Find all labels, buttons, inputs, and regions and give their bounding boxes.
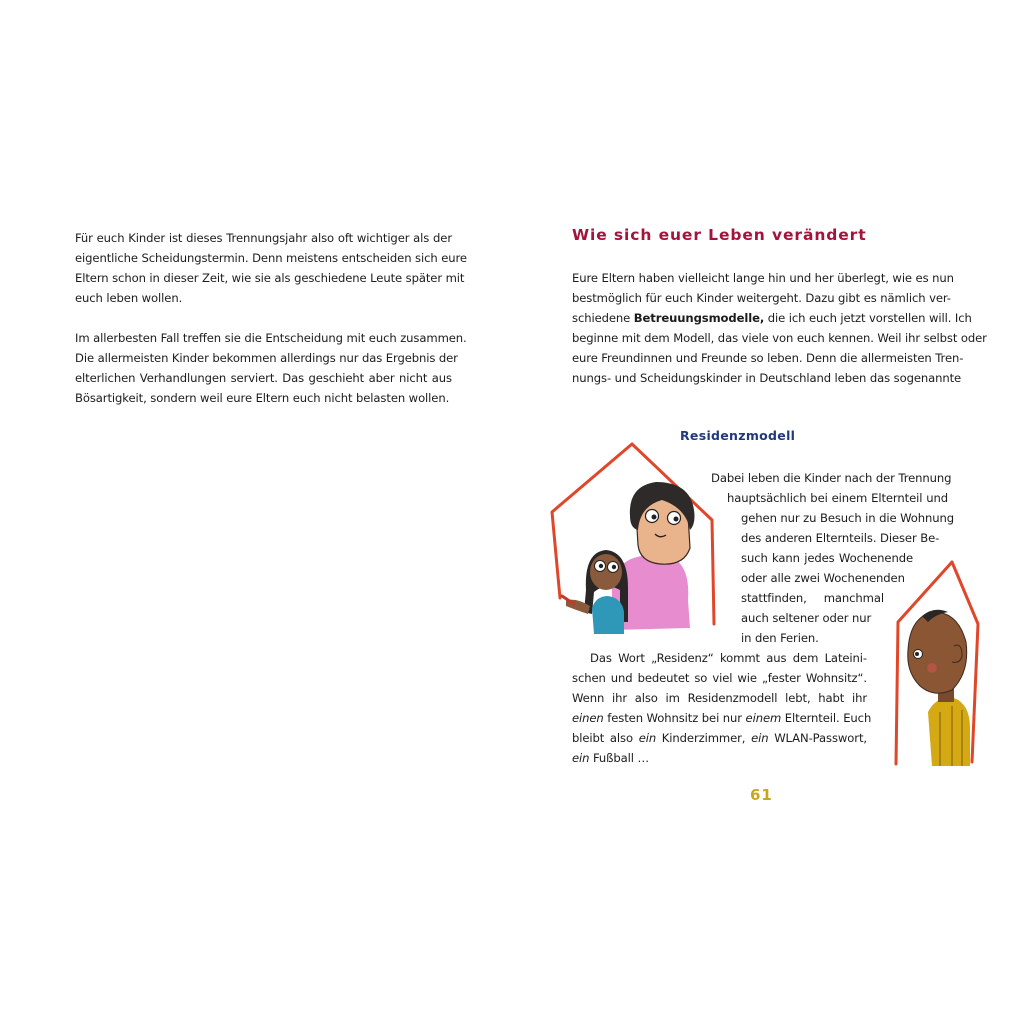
family-in-house-illustration (552, 444, 714, 634)
left-paragraph-2-line: Die allermeisten Kinder bekommen allerdings nur das Ergebnis der (75, 351, 458, 365)
wrapped-line: such kann jedes Wochenende (741, 551, 913, 565)
left-paragraph-1-line: Eltern schon in dieser Zeit, wie sie als geschiedene Leute später mit (75, 271, 465, 285)
intro-line: beginne mit dem Modell, das viele von euch kennen. Weil ihr selbst oder (572, 331, 987, 345)
wrapped-line: stattfinden, manchmal (741, 591, 884, 605)
residenz-line: ein Fußball … (572, 751, 649, 765)
intro-line: eure Freundinnen und Freunde so leben. Denn die allermeisten Tren- (572, 351, 964, 365)
intro-line: nungs- und Scheidungskinder in Deutschland leben das sogenannte (572, 371, 962, 385)
intro-line: bestmöglich für euch Kinder weitergeht. Dazu gibt es nämlich ver- (572, 291, 951, 305)
left-paragraph-1-line: eigentliche Scheidungstermin. Denn meistens entscheiden sich eure (75, 251, 467, 265)
section-subheading: Residenzmodell (680, 428, 796, 443)
wrapped-line: oder alle zwei Wochenenden (741, 571, 905, 585)
bold-term: Betreuungsmodelle, (633, 311, 765, 325)
residenz-line: bleibt also ein Kinderzimmer, ein WLAN-Passwort, (572, 731, 867, 745)
left-paragraph-1-line: euch leben wollen. (75, 291, 183, 305)
child-in-house-illustration (896, 562, 978, 766)
left-paragraph-2-line: elterlichen Verhandlungen serviert. Das geschieht aber nicht aus (75, 371, 452, 385)
page-number: 61 (750, 786, 773, 804)
residenz-line: schen und bedeutet so viel wie „fester Wohnsitz“. (572, 671, 867, 685)
left-paragraph-1-line: Für euch Kinder ist dieses Trennungsjahr also oft wichtiger als der (75, 231, 452, 245)
residenz-line: Wenn ihr also im Residenzmodell lebt, habt ihr (572, 691, 867, 705)
wrapped-line: des anderen Elternteils. Dieser Be- (741, 531, 940, 545)
wrapped-line: hauptsächlich bei einem Elternteil und (727, 491, 948, 505)
wrapped-line: in den Ferien. (741, 631, 819, 645)
left-paragraph-2-line: Bösartigkeit, sondern weil eure Eltern euch nicht belasten wollen. (75, 391, 450, 405)
left-paragraph-2-line: Im allerbesten Fall treffen sie die Entscheidung mit euch zusammen. (75, 331, 467, 345)
intro-line: Eure Eltern haben vielleicht lange hin und her überlegt, wie es nun (572, 271, 954, 285)
wrapped-line: auch seltener oder nur (741, 611, 872, 625)
chapter-heading: Wie sich euer Leben verändert (572, 226, 867, 244)
wrapped-line: Dabei leben die Kinder nach der Trennung (711, 471, 952, 485)
intro-line: schiedene Betreuungsmodelle, die ich euch jetzt vorstellen will. Ich (572, 311, 972, 325)
residenz-line: Das Wort „Residenz“ kommt aus dem Lateini- (590, 651, 867, 665)
residenz-line: einen festen Wohnsitz bei nur einem Elternteil. Euch (572, 711, 872, 725)
wrapped-line: gehen nur zu Besuch in die Wohnung (741, 511, 955, 525)
